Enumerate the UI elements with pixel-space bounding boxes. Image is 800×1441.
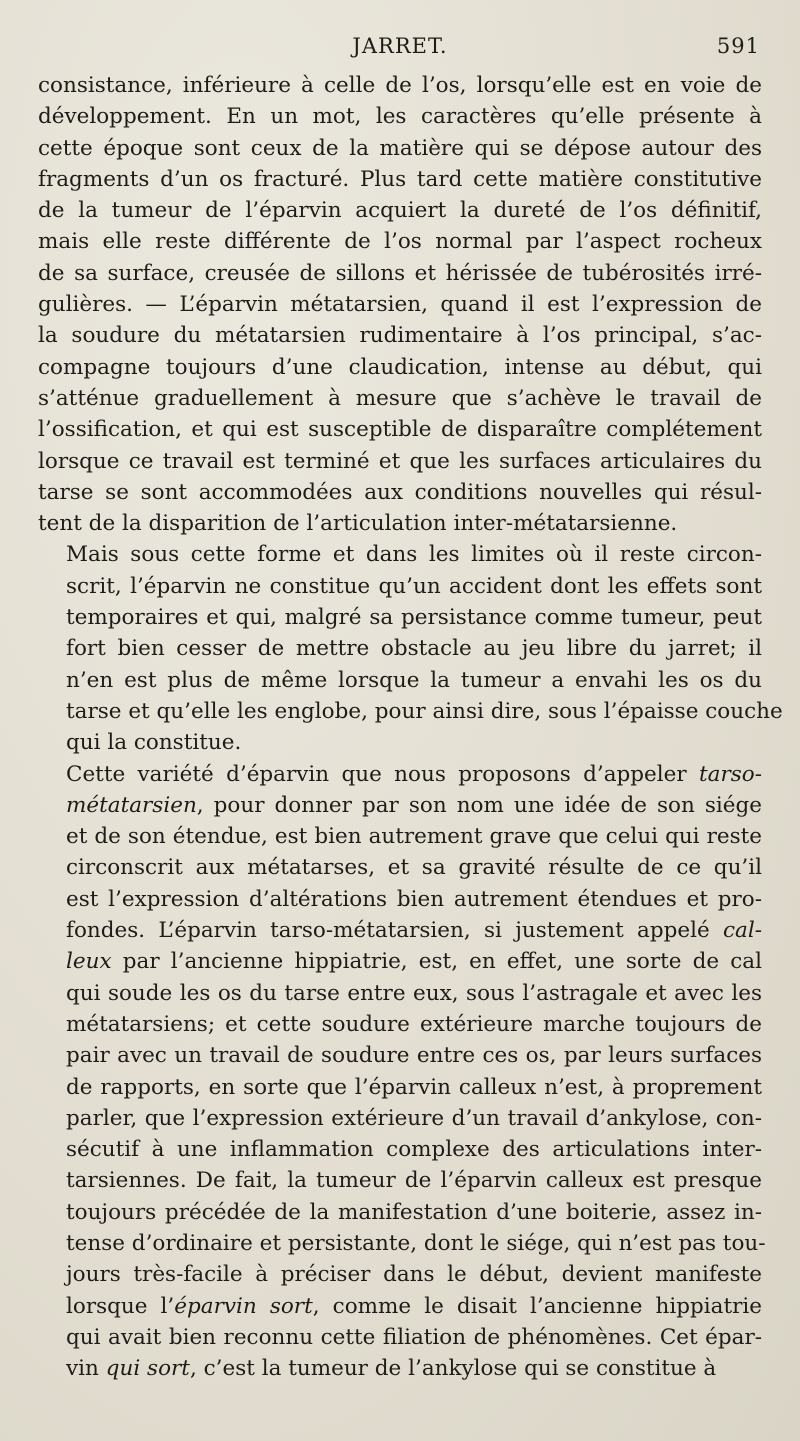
text-line: pair avec un travail de soudure entre ces os, par leurs surfaces <box>66 1043 762 1069</box>
text-line: parler, que l’expression extérieure d’un travail d’ankylose, con- <box>66 1105 762 1131</box>
text-line: la soudure du métatarsien rudimentaire à l’os principal, s’ac- <box>38 323 762 349</box>
paragraph <box>38 539 783 758</box>
text-line: tarse se sont accommodées aux conditions nouvelles qui résul- <box>38 479 762 505</box>
paragraph <box>38 70 762 539</box>
text-line: développement. En un mot, les caractères qu’elle présente à <box>38 104 762 130</box>
text-line: fragments d’un os fracturé. Plus tard cette matière constitutive <box>38 166 762 192</box>
text-line: cette époque sont ceux de la matière qui se dépose autour des <box>38 135 762 161</box>
text-line: tent de la disparition de l’articulation inter-métatarsienne. <box>38 511 678 537</box>
text-line: temporaires et qui, malgré sa persistance comme tumeur, peut <box>66 605 762 631</box>
running-title: JARRET. <box>352 34 448 58</box>
text-line: jours très-facile à préciser dans le début, devient manifeste <box>66 1262 762 1288</box>
text-line: tense d’ordinaire et persistante, dont le siége, qui n’est pas tou- <box>66 1230 766 1256</box>
text-line: toujours précédée de la manifestation d’une boiterie, assez in- <box>66 1199 762 1225</box>
text-line: lorsque ce travail est terminé et que les surfaces articulaires du <box>38 448 762 474</box>
text-line: s’atténue graduellement à mesure que s’achève le travail de <box>38 385 762 411</box>
text-line: mais elle reste différente de l’os normal par l’aspect rocheux <box>38 229 762 255</box>
text-line: tarsiennes. De fait, la tumeur de l’éparvin calleux est presque <box>66 1168 762 1194</box>
text-line: Cette variété d’éparvin que nous proposons d’appeler tarso- <box>66 761 762 787</box>
italic-term: tarso- <box>699 761 762 787</box>
text-line: n’en est plus de même lorsque la tumeur a envahi les os du <box>66 667 762 693</box>
text-line: métatarsien, pour donner par son nom une idée de son siége <box>66 792 762 818</box>
text-line: l’ossification, et qui est susceptible de disparaître complétement <box>38 417 762 443</box>
paragraph <box>38 759 766 1385</box>
text-line: de la tumeur de l’éparvin acquiert la dureté de l’os définitif, <box>38 198 762 224</box>
text-line: de sa surface, creusée de sillons et hérissée de tubérosités irré- <box>38 260 762 286</box>
text-line: fondes. L’éparvin tarso-métatarsien, si justement appelé cal- <box>66 918 762 944</box>
text-line: gulières. — L’éparvin métatarsien, quand il est l’expression de <box>38 292 762 318</box>
italic-term: cal- <box>722 918 762 944</box>
text-line: lorsque l’éparvin sort, comme le disait l’ancienne hippiatrie <box>66 1293 763 1319</box>
text-line: métatarsiens; et cette soudure extérieure marche toujours de <box>66 1011 762 1037</box>
page-number: 591 <box>716 34 760 58</box>
text-line: qui soude les os du tarse entre eux, sous l’astragale et avec les <box>66 980 762 1006</box>
text-line: tarse et qu’elle les englobe, pour ainsi dire, sous l’épaisse couche <box>66 698 783 724</box>
text-line: circonscrit aux métatarses, et sa gravité résulte de ce qu’il <box>66 855 762 881</box>
text-line: sécutif à une inflammation complexe des articulations inter- <box>66 1137 762 1163</box>
text-line: compagne toujours d’une claudication, intense au début, qui <box>38 354 762 380</box>
italic-term: qui sort <box>105 1356 190 1382</box>
body-text <box>38 70 783 1384</box>
text-line: de rapports, en sorte que l’éparvin calleux n’est, à proprement <box>66 1074 762 1100</box>
italic-term: éparvin sort <box>174 1293 313 1319</box>
text-line: et de son étendue, est bien autrement grave que celui qui reste <box>66 824 762 850</box>
text-line: Mais sous cette forme et dans les limites où il reste circon- <box>66 542 762 568</box>
text-line: fort bien cesser de mettre obstacle au jeu libre du jarret; il <box>66 636 762 662</box>
text-line: leux par l’ancienne hippiatrie, est, en effet, une sorte de cal <box>66 949 762 975</box>
text-line: est l’expression d’altérations bien autrement étendues et pro- <box>66 886 762 912</box>
running-head <box>38 30 762 70</box>
text-line: scrit, l’éparvin ne constitue qu’un accident dont les effets sont <box>66 573 762 599</box>
italic-term: leux <box>66 949 112 975</box>
italic-term: métatarsien <box>66 792 197 818</box>
text-line: qui avait bien reconnu cette filiation de phénomènes. Cet épar- <box>66 1324 762 1350</box>
text-line: qui la constitue. <box>66 730 242 756</box>
text-line: consistance, inférieure à celle de l’os, lorsqu’elle est en voie de <box>38 73 762 98</box>
text-line: vin qui sort, c’est la tumeur de l’ankylose qui se constitue à <box>66 1356 717 1382</box>
